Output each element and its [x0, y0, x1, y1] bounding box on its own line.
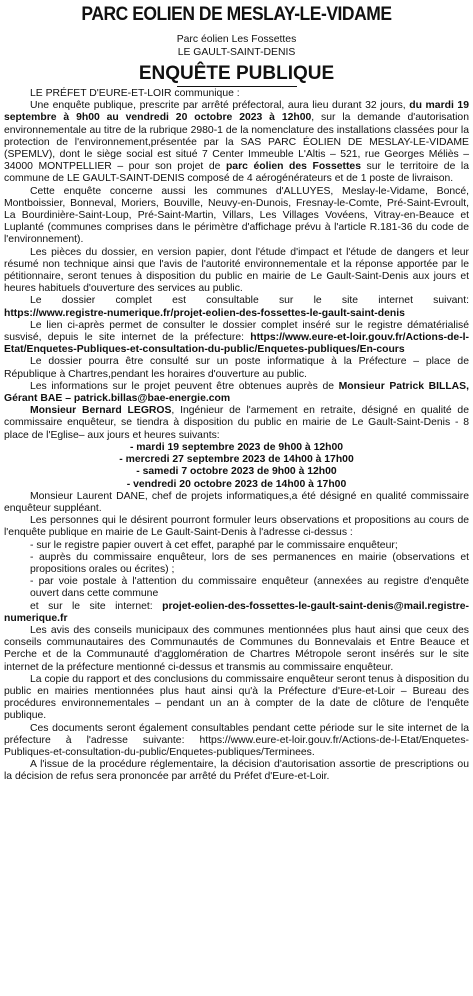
permanence-date: - vendredi 20 octobre 2023 de 14h00 à 17h00 [126, 478, 347, 490]
list-item: - auprès du commissaire enquêteur, lors de ses permanences en mairie (observations et propositions orales ou écrites) ; [30, 551, 469, 575]
paragraph-documents: Les pièces du dossier, en version papier, dont l'étude d'impact et l'étude de dangers et leur résumé non technique ainsi que l'avis de l'autorité environnementale et la réponse apportée par le pétitionnaire, seront tenues à disposition du public en mairie de Le Gault-Saint-Denis aux jours et heures habituels d'ouverture des services au public. [4, 246, 469, 295]
inquiry-dates: du mardi 19 septembre à 9h00 au vendredi 20 octobre 2023 à 12h00 [4, 100, 469, 124]
paragraph-prefecture-link [4, 320, 469, 357]
paragraph-councils: Les avis des conseils municipaux des communes mentionnées plus haut ainsi que ceux des conseils communautaires des Communautés de Communes du Bonnevalais et Entre Beauce et Perche et de la Communauté d'agglomération de Chartres Métropole seront insérés sur le site internet de la préfecture mentionné ci-dessus et transmis au commissaire enquêteur. [4, 624, 469, 673]
paragraph-computer-access: Le dossier pourra être consulté sur un poste informatique à la Préfecture – place de République à Chartres,pendant les horaires d'ouverture au public. [4, 356, 469, 380]
list-item-email [4, 601, 469, 625]
notice [4, 4, 469, 996]
registry-link[interactable]: https://www.registre-numerique.fr/projet-eolien-des-fossettes-le-gault-saint-denis [4, 307, 405, 319]
notice-title: PARC EOLIEN DE MESLAY-LE-VIDAME [81, 4, 392, 25]
intro-line: LE PRÉFET D'EURE-ET-LOIR communique : [30, 88, 240, 99]
email-link[interactable]: projet-eolien-des-fossettes-le-gault-saint-denis@mail.registre-numerique.fr [4, 600, 469, 624]
paragraph-archive: Ces documents seront également consultables pendant cette période sur le site internet de la préfecture à l'adresse suivante: https://www.eure-et-loir.gouv.fr/Actions-de-l-Etat/Enquetes-Publiques-et-consultation-du-public/Enquetes-publiques/Terminees. [4, 722, 469, 758]
text: et sur le site internet: [30, 600, 163, 612]
commune-name: LE GAULT-SAINT-DENIS [177, 46, 296, 58]
text: Le lien ci-après permet de consulter le dossier complet inséré sur le registre dématérialisé susvisé, depuis le site internet de la préfecture: [4, 319, 469, 344]
paragraph-inquiry [4, 100, 469, 185]
section-heading: ENQUÊTE PUBLIQUE [138, 63, 335, 84]
text: sur le territoire de la commune de LE GAULT-SAINT-DENIS composé de 4 aérogénérateurs et de 1 poste de livraison. [4, 161, 469, 185]
paragraph-contact [4, 381, 469, 405]
text: , sur la demande d'autorisation environnementale au titre de la rubrique 2980-1 de la nomenclature des installations classées pour la protection de l'environnement,présentée par la SAS PARC ÉOLIEN DE MESLAY-LE-VIDAME (SPEMLV), dont le siège social est situé 7 Center Immeuble L'Altis – 521, rue Georges Méliès – 34000 MONTPELLIER – pour son projet de [4, 112, 469, 173]
list-item: - sur le registre papier ouvert à cet effet, paraphé par le commissaire enquêteur; [30, 539, 398, 551]
paragraph-observations: Les personnes qui le désirent pourront formuler leurs observations et propositions au cours de l'enquête publique en mairie de Le Gault-Saint-Denis à l'adresse ci-dessus : [4, 515, 469, 539]
project-bold: parc éolien des Fossettes [225, 161, 361, 173]
commissioner-name: Monsieur Bernard LEGROS [30, 405, 172, 417]
permanence-date: - mardi 19 septembre 2023 de 9h00 à 12h00 [129, 441, 344, 453]
prefecture-link[interactable]: https://www.eure-et-loir.gouv.fr/Actions-de-l-Etat/Enquetes-Publiques-et-consultation-du-public/Enquetes-publiques/En-cours [4, 332, 469, 356]
paragraph-communes: Cette enquête concerne aussi les communes d'ALLUYES, Meslay-le-Vidame, Boncé, Montboissier, Bonneval, Moriers, Bouville, Neuvy-en-Dunois, Fresnay-le-Comte, Pré-Saint-Evroult, La Bourdinière-Saint-Loup, Pré-Saint-Martin, Villars, Les Villages Vovéens, Vitray-en-Beauce et Luplanté (communes comprises dans le périmètre d'affichage prévu à l'article R.181-36 du code de l'environnement). [4, 185, 469, 246]
project-name: Parc éolien Les Fossettes [176, 34, 297, 45]
contact-name: Monsieur Patrick BILLAS, Gérant BAE – patrick.billas@bae-energie.com [4, 380, 469, 405]
text: Une enquête publique, prescrite par arrêté préfectoral, aura lieu durant 32 jours, [30, 100, 410, 112]
paragraph-decision: A l'issue de la procédure réglementaire, la décision d'autorisation assortie de prescriptions ou la décision de refus sera prononcée par arrêté du Préfet d'Eure-et-Loir. [4, 759, 469, 783]
text: , Ingénieur de l'armement en retraite, désigné en qualité de commissaire enquêteur, se tiendra à disposition du public en mairie de Le Gault-Saint-Denis - 8 place de l'Eglise– aux jours et heures suivants: [4, 405, 469, 441]
paragraph-report: La copie du rapport et des conclusions du commissaire enquêteur seront tenus à disposition du public en mairies mentionnées plus haut ainsi qu'à la Préfecture d'Eure-et-Loir – Bureau des procédures environnementales – pendant un an à compter de la date de clôture de l'enquête publique. [4, 673, 469, 722]
list-item: - par voie postale à l'attention du commissaire enquêteur (annexées au registre d'enquête ouvert dans cette commune [30, 576, 469, 600]
heading-underline [177, 86, 297, 87]
paragraph-online: Le dossier complet est consultable sur le site internet suivant: [30, 295, 469, 307]
paragraph-substitute: Monsieur Laurent DANE, chef de projets informatiques,a été désigné en qualité commissaire enquêteur suppléant. [4, 490, 469, 514]
permanence-date: - mercredi 27 septembre 2023 de 14h00 à 17h00 [119, 454, 354, 466]
paragraph-commissioner [4, 405, 469, 442]
permanence-date: - samedi 7 octobre 2023 de 9h00 à 12h00 [136, 466, 337, 478]
text: Les informations sur le projet peuvent être obtenues auprès de [30, 380, 339, 392]
